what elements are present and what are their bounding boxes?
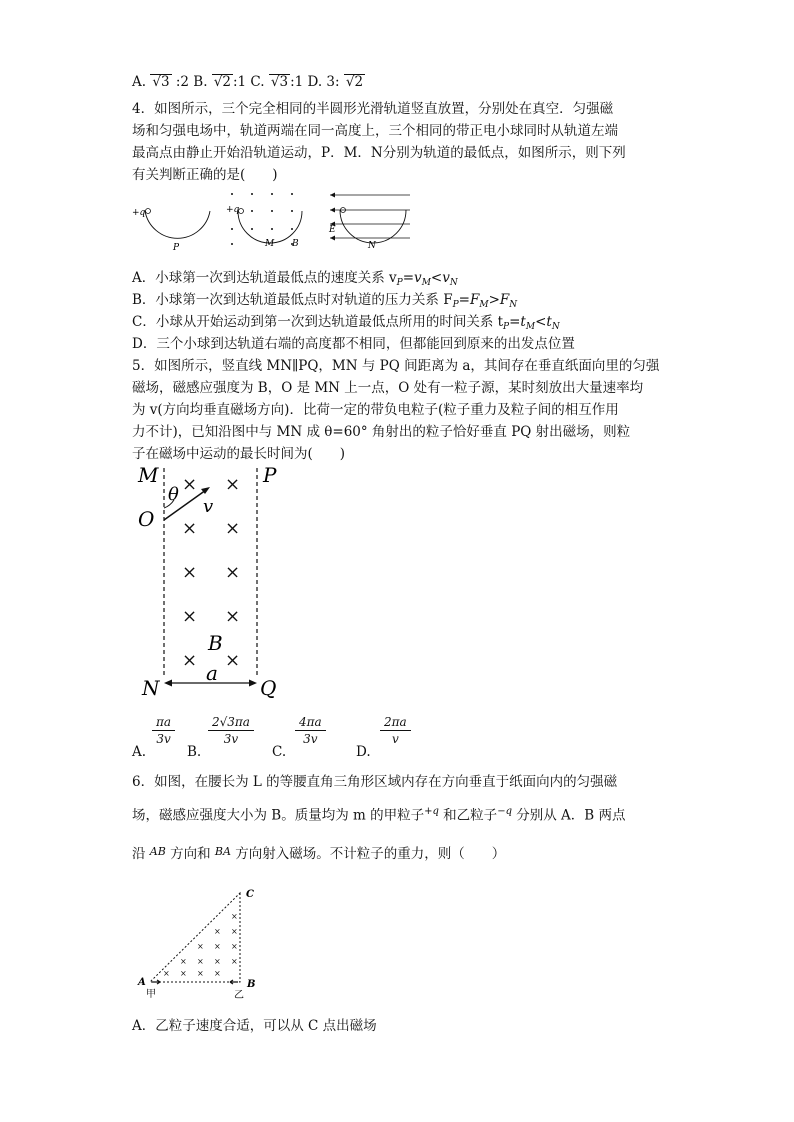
q5-line4: 力不计)，已知沿图中与 MN 成 θ=60° 角射出的粒子恰好垂直 PQ 射出磁场，则粒 (132, 424, 631, 440)
q3-rest-c: :1 D. 3: (290, 74, 340, 90)
q5-line2: 磁场，磁感应强度为 B，O 是 MN 上一点，O 处有一粒子源，某时刻放出大量速率均 (132, 380, 644, 396)
q4-option-d: D．三个小球到达轨道右端的高度都不相同，但都能回到原来的出发点位置 (132, 336, 575, 352)
q6-label-C: C (246, 889, 254, 900)
q4-line1: 4．如图所示，三个完全相同的半圆形光滑轨道竖直放置，分别处在真空．匀强磁 (132, 101, 614, 117)
q6-line2a: 场，磁感应强度大小为 B。质量均为 m 的甲粒子 (132, 807, 425, 824)
q6-cross-2: × (231, 927, 238, 936)
q5-line5: 子在磁场中运动的最长时间为( ) (132, 446, 346, 462)
q6-option-a: A．乙粒子速度合适，可以从 C 点出磁场 (132, 1018, 377, 1034)
q4-b-text: B．小球第一次到达轨道最低点时对轨道的压力关系 F (132, 292, 453, 308)
q5-label-theta: θ (168, 484, 179, 505)
q5-option-c-label: C. (272, 744, 287, 760)
q5-label-O: O (138, 507, 155, 531)
q5-label-P: P (263, 463, 277, 487)
q6-dir-AB: AB (149, 845, 166, 858)
q6-cross-7: × (231, 957, 238, 966)
q4-a-s2: M (421, 278, 431, 288)
q5-label-a: a (206, 661, 218, 685)
q6-line3e: 方向射入磁场。不计粒子的重力，则（ ） (230, 846, 506, 862)
q5-a-num: πa (152, 715, 175, 731)
q6-charge-minus: −q (497, 806, 512, 817)
q6-label-yi: 乙 (234, 990, 244, 1001)
q4-b-m1: =F (458, 292, 480, 308)
q5-label-N: N (142, 676, 160, 700)
q4-line3: 最高点由静止开始沿轨道运动，P．M．N分别为轨道的最低点，如图所示，则下列 (132, 145, 626, 161)
q6-charge-plus: +q (424, 806, 439, 817)
q4-a-m2: <v (430, 270, 450, 286)
q4-c-text: C．小球从开始运动到第一次到达轨道最低点所用的时间关系 t (132, 314, 504, 330)
q4-a-s3: N (449, 278, 458, 288)
q3-rest-a: :2 B. (171, 74, 208, 90)
q4-field-E: E (329, 225, 336, 235)
q3-option-a-label: A. (132, 74, 147, 90)
q4-b-s3: N (509, 300, 518, 310)
sqrt-c: √3 (270, 74, 289, 90)
q6-cross-12: × (197, 969, 204, 978)
q6-cross-9: × (197, 957, 204, 966)
q5-cross-9: × (182, 650, 198, 671)
q4-line4: 有关判断正确的是( ) (132, 167, 278, 183)
q4-charge-1: +q (132, 208, 146, 218)
q5-b-den: 3v (223, 732, 239, 746)
q5-a-den: 3v (156, 732, 171, 746)
q6-cross-10: × (180, 957, 187, 966)
q5-line1: 5．如图所示，竖直线 MN∥PQ，MN 与 PQ 间距离为 a，其间存在垂直纸面向里的匀强 (132, 358, 660, 374)
q4-c-s3: N (551, 322, 560, 332)
q5-label-B: B (208, 631, 223, 655)
q5-figure (130, 460, 290, 705)
q6-cross-6: × (197, 942, 204, 951)
rad-c: 3 (279, 74, 289, 90)
q5-d-num: 2πa (380, 715, 411, 731)
q5-cross-1: × (182, 474, 198, 495)
q6-line3 (132, 842, 505, 864)
q6-cross-11: × (214, 969, 221, 978)
sqrt-b: √2 (213, 74, 231, 90)
q4-a-m1: =v (402, 270, 422, 286)
rad-d: 2 (354, 74, 364, 90)
q4-c-m2: <t (535, 314, 552, 330)
q6-cross-14: × (163, 969, 170, 978)
q6-cross-5: × (214, 942, 221, 951)
q3-rest-b: :1 C. (232, 74, 265, 90)
q6-label-jia: 甲 (146, 989, 156, 1000)
q5-option-b-frac (208, 715, 254, 746)
q4-c-m1: =t (509, 314, 526, 330)
q5-cross-5: × (182, 562, 198, 583)
q4-point-P: P (173, 243, 180, 253)
q4-point-M: M (265, 239, 275, 249)
q6-dir-BA: BA (214, 845, 231, 858)
q6-cross-13: × (180, 969, 187, 978)
q6-figure (130, 885, 270, 1003)
q4-figure (130, 188, 420, 256)
q5-cross-3: × (182, 518, 198, 539)
q4-a-text: A．小球第一次到达轨道最低点的速度关系 v (132, 270, 397, 286)
q5-label-Q: Q (260, 676, 277, 700)
q6-cross-3: × (214, 927, 221, 936)
rad-a: 3 (160, 74, 170, 90)
q5-line3: 为 v(方向均垂直磁场方向)．比荷一定的带负电粒子(粒子重力及粒子间的相互作用 (132, 402, 619, 418)
q5-c-num: 4πa (295, 715, 326, 731)
q6-line2 (132, 802, 626, 826)
q4-b-s1: P (452, 300, 459, 310)
rad-b: 2 (222, 74, 231, 90)
q5-cross-2: × (225, 474, 241, 495)
q6-label-B: B (247, 979, 256, 990)
q5-option-c-frac (295, 715, 326, 746)
q4-a-s1: P (396, 278, 403, 288)
q4-charge-2: +q (226, 205, 240, 215)
q5-cross-8: × (225, 606, 241, 627)
q6-line2c: 和乙粒子 (438, 807, 498, 824)
sqrt-d: √2 (345, 74, 364, 90)
q6-line3a: 沿 (132, 846, 150, 862)
q6-label-A: A (138, 977, 146, 988)
sqrt-a: √3 (152, 74, 170, 90)
q5-d-den: v (391, 732, 399, 746)
q4-label-B: B (292, 239, 299, 249)
q5-c-den: 3v (303, 732, 318, 746)
q6-line2e: 分别从 A．B 两点 (511, 807, 626, 824)
q4-c-s2: M (525, 322, 536, 332)
q4-b-s2: M (479, 300, 489, 310)
q6-cross-4: × (231, 942, 238, 951)
q5-cross-6: × (225, 562, 241, 583)
q5-label-M: M (138, 463, 159, 487)
q5-cross-4: × (225, 518, 241, 539)
q5-cross-10: × (225, 650, 241, 671)
q4-c-s1: P (503, 322, 510, 332)
q5-option-a-label: A. (132, 744, 147, 760)
q6-line3c: 方向和 (165, 846, 215, 862)
q6-cross-1: × (231, 912, 238, 921)
q6-line1: 6．如图，在腰长为 L 的等腰直角三角形区域内存在方向垂直于纸面向内的匀强磁 (132, 774, 618, 790)
q4-line2: 场和匀强电场中，轨道两端在同一高度上，三个相同的带正电小球同时从轨道左端 (132, 123, 618, 139)
q5-option-d-label: D. (356, 744, 371, 760)
q4-b-m2: >F (488, 292, 510, 308)
q5-option-a-frac (152, 715, 175, 746)
q5-label-v: v (203, 496, 214, 517)
q5-cross-7: × (182, 606, 198, 627)
q5-b-num: 2√3πa (208, 715, 254, 731)
q6-cross-8: × (214, 957, 221, 966)
q3-options (132, 72, 365, 92)
q5-option-b-label: B. (187, 744, 202, 760)
q4-point-N: N (368, 241, 376, 251)
q5-option-d-frac (380, 715, 411, 746)
